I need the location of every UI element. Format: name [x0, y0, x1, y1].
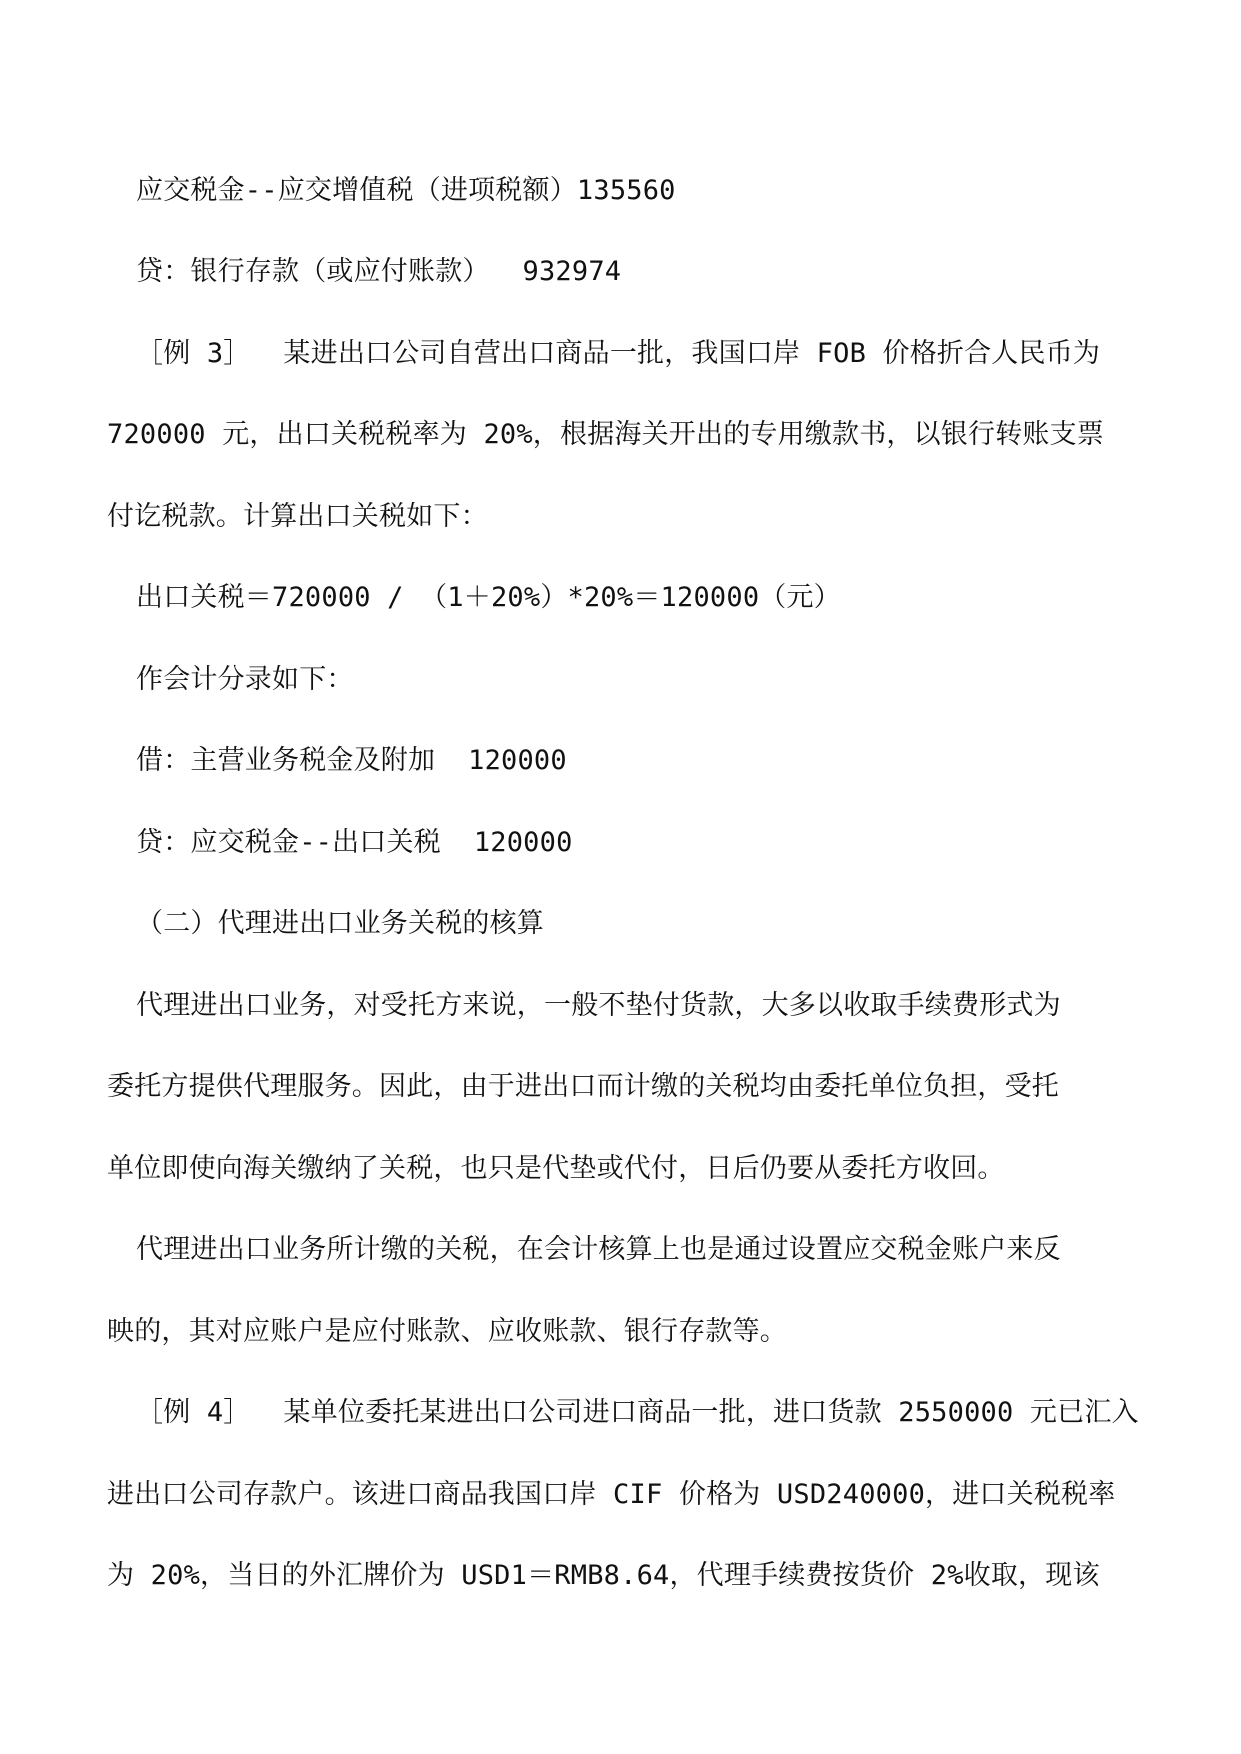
text-line: 贷：应交税金--出口关税 120000 [136, 827, 573, 858]
text-line: 贷：银行存款（或应付账款） 932974 [136, 256, 622, 287]
text-line: 为 20%，当日的外汇牌价为 USD1＝RMB8.64，代理手续费按货价 2%收取，现该 [107, 1560, 1100, 1591]
text-line: 映的，其对应账户是应付账款、应收账款、银行存款等。 [107, 1316, 787, 1347]
text-line: 代理进出口业务所计缴的关税，在会计核算上也是通过设置应交税金账户来反 [136, 1234, 1061, 1265]
text-line: 付讫税款。计算出口关税如下： [107, 501, 488, 532]
text-line: 单位即使向海关缴纳了关税，也只是代垫或代付，日后仍要从委托方收回。 [107, 1153, 1005, 1184]
text-line: ［例 3］ 某进出口公司自营出口商品一批，我国口岸 FOB 价格折合人民币为 [136, 338, 1101, 369]
text-line: 作会计分录如下： [136, 664, 354, 695]
text-line: 720000 元，出口关税税率为 20%，根据海关开出的专用缴款书，以银行转账支票 [107, 419, 1105, 450]
text-line: 出口关税＝720000 / （1＋20%）*20%＝120000（元） [136, 582, 841, 613]
text-line: 委托方提供代理服务。因此，由于进出口而计缴的关税均由委托单位负担，受托 [107, 1071, 1059, 1102]
section-heading: （二）代理进出口业务关税的核算 [136, 908, 544, 939]
text-line: 借：主营业务税金及附加 120000 [136, 745, 567, 776]
text-line: 应交税金--应交增值税（进项税额）135560 [136, 175, 676, 206]
text-line: 进出口公司存款户。该进口商品我国口岸 CIF 价格为 USD240000，进口关税税率 [107, 1479, 1116, 1510]
text-line: 代理进出口业务，对受托方来说，一般不垫付货款，大多以收取手续费形式为 [136, 990, 1061, 1021]
text-line: ［例 4］ 某单位委托某进出口公司进口商品一批，进口货款 2550000 元已汇入 [136, 1397, 1139, 1428]
